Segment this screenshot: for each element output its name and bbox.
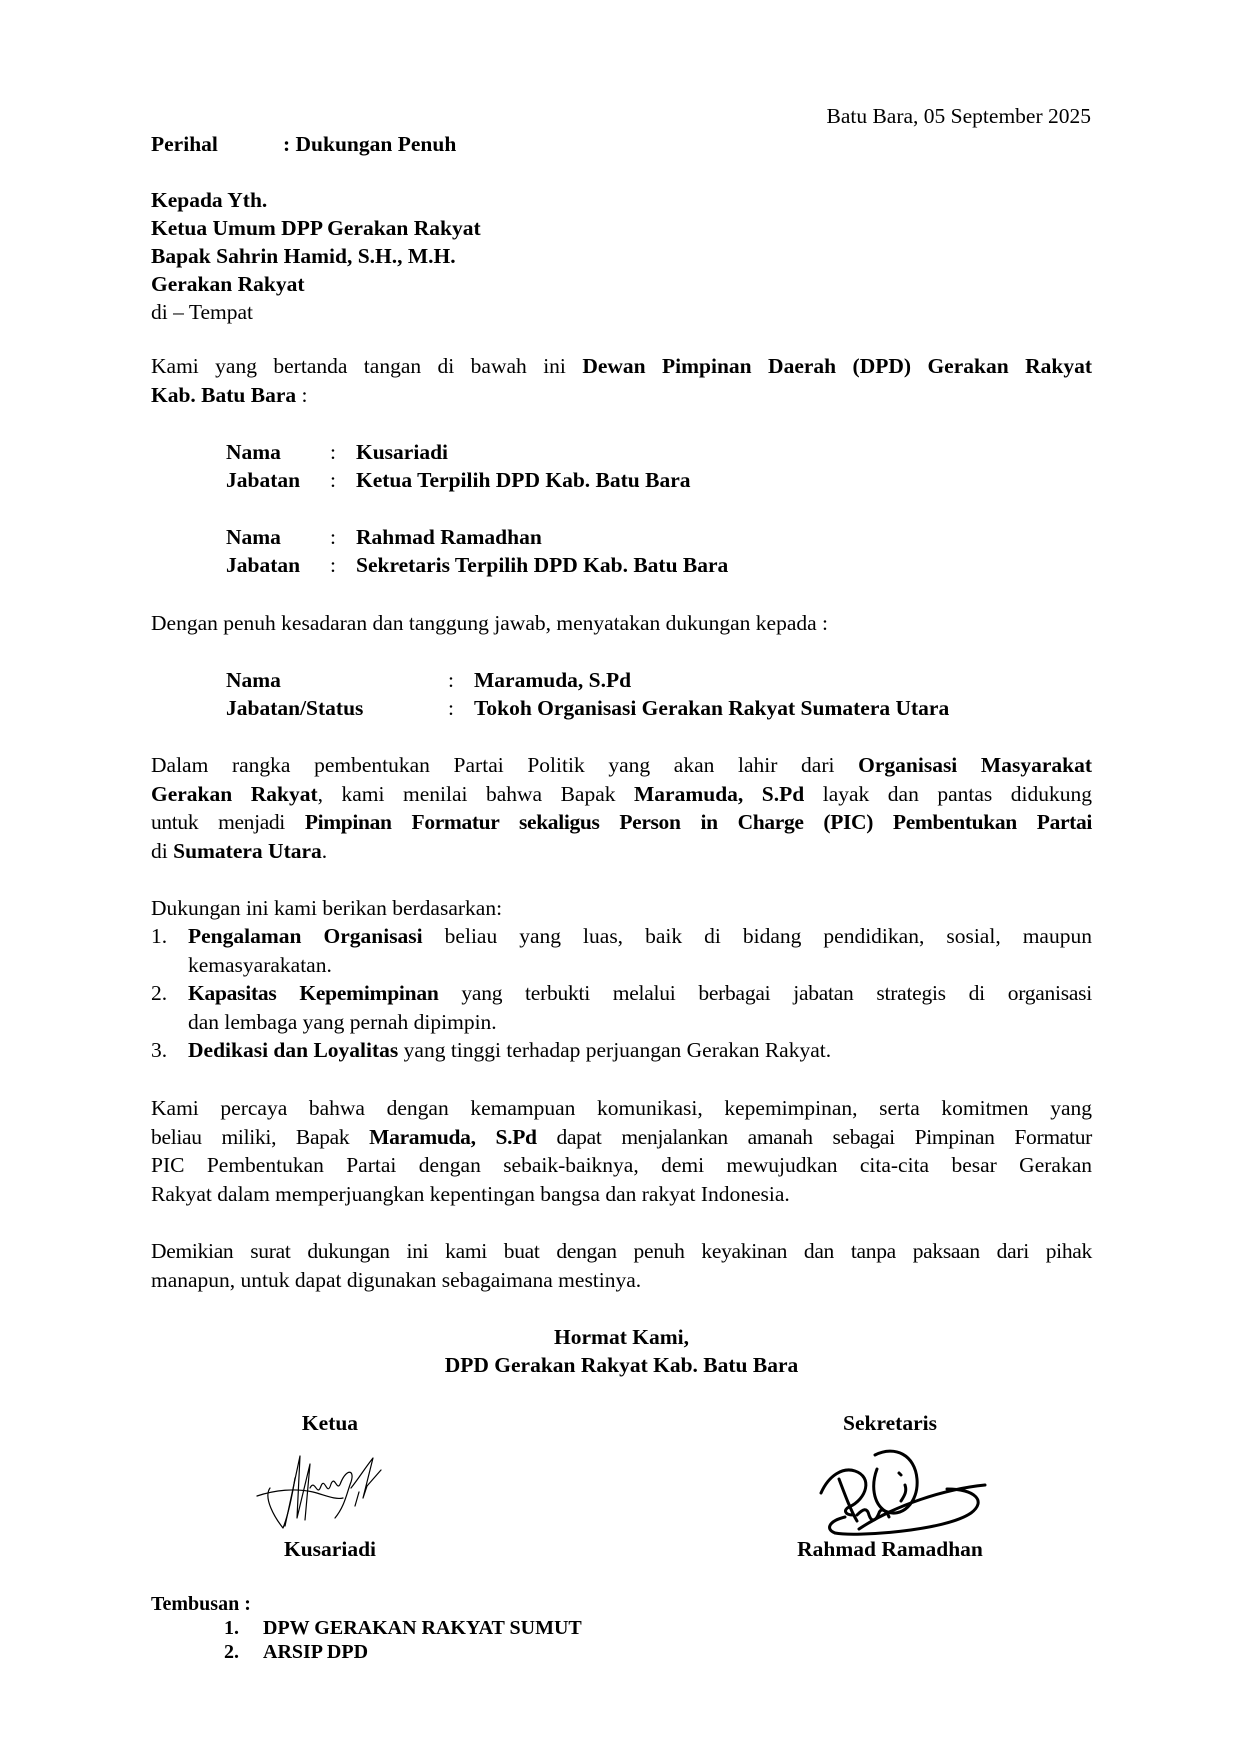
row-value: Maramuda, S.Pd (474, 668, 632, 692)
para-bold: Maramuda, S.Pd (634, 781, 805, 806)
basis-intro: Dukungan ini kami berikan berdasarkan: (151, 896, 503, 920)
para-line: manapun, untuk dapat digunakan sebagaimana mestinya. (151, 1267, 642, 1292)
intro-paragraph (151, 352, 1092, 409)
list-bold: Kapasitas Kepemimpinan (188, 981, 439, 1006)
row-value: Tokoh Organisasi Gerakan Rakyat Sumatera Utara (474, 696, 950, 720)
copies-number: 2. (224, 1641, 239, 1663)
para-text: , kami menilai bahwa Bapak (317, 781, 635, 806)
intro-bold: Kab. Batu Bara (151, 382, 297, 407)
para-text: . (321, 838, 328, 863)
intro-text: : (296, 382, 308, 407)
list-bold: Pengalaman Organisasi (188, 924, 423, 948)
list-text: beliau yang luas, baik di bidang pendidikan, sosial, maupun (422, 924, 1092, 948)
list-item (151, 1036, 1092, 1065)
para-bold: Gerakan Rakyat (151, 781, 318, 806)
row-label: Nama (226, 525, 281, 549)
list-item (151, 922, 1092, 979)
signatory-name-sekretaris: Rahmad Ramadhan (797, 1537, 983, 1561)
place-date: Batu Bara, 05 September 2025 (826, 104, 1091, 128)
copies-number: 1. (224, 1617, 239, 1639)
recipient-line: Bapak Sahrin Hamid, S.H., M.H. (151, 244, 456, 268)
signatory-name-ketua: Kusariadi (284, 1537, 376, 1561)
row-label: Jabatan/Status (226, 696, 364, 720)
para-line: Demikian surat dukungan ini kami buat dengan penuh keyakinan dan tanpa paksaan dari pihak (151, 1239, 1092, 1263)
list-text: yang terbukti melalui berbagai jabatan strategis di organisasi (438, 981, 1093, 1006)
copies-item: DPW GERAKAN RAKYAT SUMUT (263, 1617, 582, 1639)
row-value: Kusariadi (356, 440, 448, 464)
row-sep: : (448, 696, 454, 720)
row-value: Sekretaris Terpilih DPD Kab. Batu Bara (356, 553, 729, 577)
para-text: Dalam rangka pembentukan Partai Politik yang akan lahir dari (151, 753, 859, 777)
context-paragraph (151, 751, 1092, 865)
list-number: 2. (151, 981, 168, 1006)
statement: Dengan penuh kesadaran dan tanggung jawab, menyatakan dukungan kepada : (151, 611, 829, 635)
row-label: Nama (226, 440, 281, 464)
list-text: dan lembaga yang pernah dipimpin. (188, 1009, 497, 1034)
row-sep: : (330, 553, 336, 577)
para-line: Rakyat dalam memperjuangkan kepentingan bangsa dan rakyat Indonesia. (151, 1181, 790, 1206)
row-sep: : (330, 525, 336, 549)
row-label: Jabatan (226, 553, 301, 577)
recipient-line: Ketua Umum DPP Gerakan Rakyat (151, 216, 481, 240)
para-bold: Pimpinan Formatur sekaligus Person in Charge (PIC) Pembentukan Partai (304, 810, 1092, 835)
para-line: Kami percaya bahwa dengan kemampuan komunikasi, kepemimpinan, serta komitmen yang (151, 1096, 1092, 1120)
copies-label: Tembusan : (151, 1593, 251, 1615)
para-bold: Organisasi Masyarakat (858, 753, 1092, 777)
subject-label: Perihal (151, 132, 218, 156)
copies-item: ARSIP DPD (263, 1641, 369, 1663)
para-line: PIC Pembentukan Partai dengan sebaik-baiknya, demi mewujudkan cita-cita besar Gerakan (151, 1153, 1092, 1178)
para-bold: Sumatera Utara (173, 838, 322, 863)
recipient-place: di – Tempat (151, 300, 253, 324)
signature-ketua (255, 1448, 395, 1538)
row-label: Nama (226, 668, 281, 692)
para-text: di (151, 838, 174, 863)
list-bold: Dedikasi dan Loyalitas (188, 1038, 399, 1063)
para-bold: Maramuda, S.Pd (369, 1124, 537, 1149)
list-number: 1. (151, 924, 168, 948)
signature-sekretaris (815, 1445, 995, 1540)
list-text: kemasyarakatan. (188, 952, 332, 977)
row-value: Rahmad Ramadhan (356, 525, 542, 549)
row-sep: : (448, 668, 454, 692)
closing-organization: DPD Gerakan Rakyat Kab. Batu Bara (444, 1353, 799, 1377)
intro-text: Kami yang bertanda tangan di bawah ini (151, 354, 583, 378)
subject-value: : Dukungan Penuh (283, 132, 457, 156)
para-text: beliau miliki, Bapak (151, 1124, 370, 1149)
list-number: 3. (151, 1038, 168, 1063)
closing-paragraph (151, 1237, 1092, 1294)
signatory-role-ketua: Ketua (301, 1411, 359, 1435)
para-text: layak dan pantas didukung (804, 781, 1092, 806)
closing-greeting: Hormat Kami, (554, 1325, 689, 1349)
recipient-line: Gerakan Rakyat (151, 272, 305, 296)
row-label: Jabatan (226, 468, 301, 492)
intro-bold: Dewan Pimpinan Daerah (DPD) Gerakan Rakyat (582, 354, 1092, 378)
signatory-role-sekretaris: Sekretaris (843, 1411, 937, 1435)
trust-paragraph (151, 1094, 1092, 1208)
list-text: yang tinggi terhadap perjuangan Gerakan Rakyat. (398, 1038, 832, 1063)
row-sep: : (330, 468, 336, 492)
row-sep: : (330, 440, 336, 464)
row-value: Ketua Terpilih DPD Kab. Batu Bara (356, 468, 691, 492)
recipient-line: Kepada Yth. (151, 188, 268, 212)
para-text: dapat menjalankan amanah sebagai Pimpinan Formatur (536, 1124, 1093, 1149)
basis-list (151, 922, 1092, 1065)
list-item (151, 979, 1092, 1036)
para-text: untuk menjadi (151, 810, 305, 835)
